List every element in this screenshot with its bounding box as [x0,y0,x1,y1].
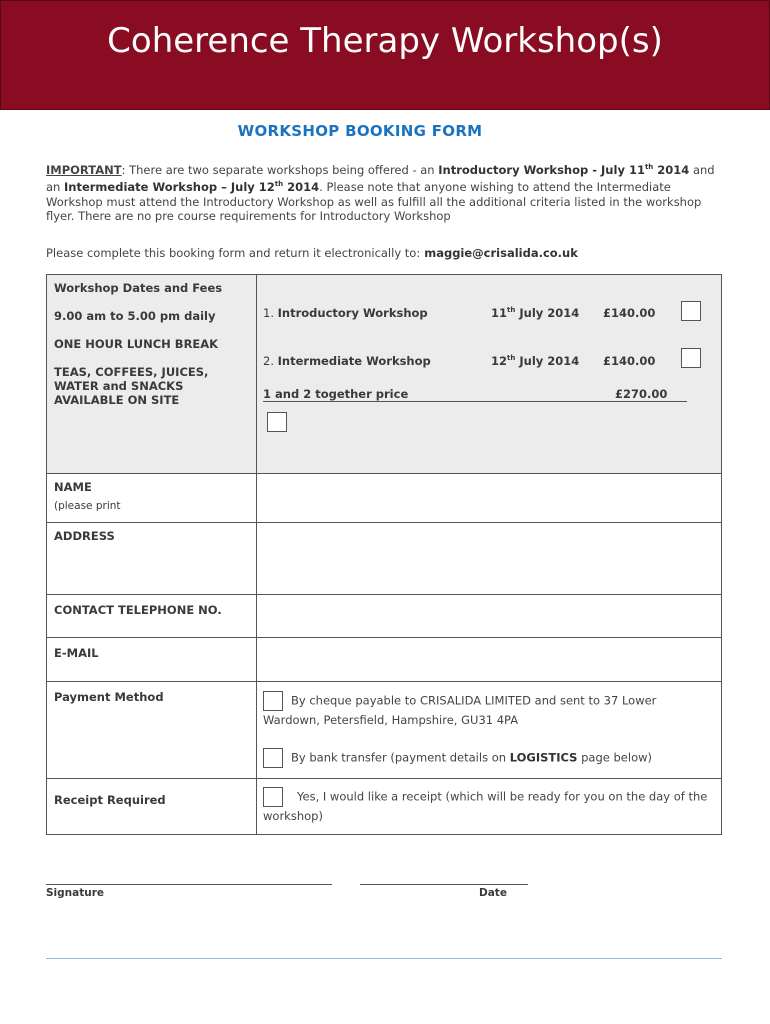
receipt-row [47,778,721,834]
payment-options [257,682,721,778]
combined-price-label: 1 and 2 together price [263,387,409,401]
cheque-option [263,691,715,729]
refreshments-note: TEAS, COFFEES, JUICES, WATER and SNACKS AVAILABLE ON SITE [54,365,209,407]
return-email[interactable]: maggie@crisalida.co.uk [424,246,578,260]
footer-divider [46,958,722,959]
logistics-reference: LOGISTICS [509,750,578,765]
name-row [47,473,721,522]
workshop-options [257,275,721,473]
workshop-selection-row [47,275,721,473]
dates-fees-heading: Workshop Dates and Fees [54,281,223,295]
name-hint: (please print [54,500,121,512]
return-instructions [46,246,578,260]
workshop-name: Intermediate Workshop [277,354,431,368]
telephone-row [47,594,721,637]
daily-hours: 9.00 am to 5.00 pm daily [54,309,216,323]
workshop-2-checkbox[interactable] [681,348,701,368]
email-field[interactable] [257,638,721,681]
signature-line[interactable] [46,884,332,885]
payment-row [47,681,721,778]
title-banner [0,0,770,110]
workshop-details [47,275,257,473]
combined-price-line [263,387,687,402]
receipt-option [263,787,715,825]
combined-price: £270.00 [615,387,668,401]
combined-checkbox[interactable] [267,412,287,432]
telephone-label: CONTACT TELEPHONE NO. [47,595,257,637]
workshop-2-price: £140.00 [603,354,656,368]
notice-text: . Please note that anyone wishing to attend the Intermediate Workshop must attend the Introductory Workshop as well as fulfill all the additional criteria listed in the workshop flyer. There are no pre course requirements for Introductory Workshop [46,180,702,224]
email-row [47,637,721,681]
name-field[interactable] [257,474,721,522]
form-heading: WORKSHOP BOOKING FORM [237,122,483,140]
name-label: NAME (please print [47,474,257,522]
important-notice [46,160,716,224]
cheque-checkbox[interactable] [263,691,283,711]
workshop-option-2: 2. Intermediate Workshop [263,354,431,368]
address-label: ADDRESS [47,523,257,594]
date-label: Date [479,887,507,899]
inter-workshop-mention: Intermediate Workshop – July 12th 2014 [64,180,320,195]
lunch-note: ONE HOUR LUNCH BREAK [54,337,219,351]
bank-transfer-checkbox[interactable] [263,748,283,768]
workshop-option-1: 1. Introductory Workshop [263,306,428,320]
bank-transfer-option: By bank transfer (payment details on LOGISTICS page below) [263,748,715,768]
return-text: Please complete this booking form and return it electronically to: [46,246,421,260]
workshop-1-checkbox[interactable] [681,301,701,321]
workshop-name: Introductory Workshop [277,306,428,320]
signature-label: Signature [46,887,105,899]
notice-text: : There are two separate workshops being offered - an [121,162,439,177]
address-row [47,522,721,594]
notice-text: and an [46,162,715,195]
address-field[interactable] [257,523,721,594]
important-label: IMPORTANT [46,162,122,177]
receipt-text: Yes, I would like a receipt (which will be ready for you on the day of the workshop) [263,789,708,823]
workshop-1-price: £140.00 [603,306,656,320]
receipt-checkbox[interactable] [263,787,283,807]
receipt-options [257,779,721,834]
intro-workshop-mention: Introductory Workshop - July 11th 2014 [438,162,690,177]
receipt-label: Receipt Required [47,779,257,834]
page-title: Coherence Therapy Workshop(s) [107,21,663,61]
workshop-2-date: 12th July 2014 [491,354,580,368]
telephone-field[interactable] [257,595,721,637]
workshop-1-date: 11th July 2014 [491,306,580,320]
date-line[interactable] [360,884,528,885]
booking-form-table [46,274,722,835]
cheque-text: By cheque payable to CRISALIDA LIMITED and sent to 37 Lower Wardown, Petersfield, Hampshire, GU31 4PA [263,693,657,727]
payment-label: Payment Method [47,682,257,778]
email-label: E-MAIL [47,638,257,681]
